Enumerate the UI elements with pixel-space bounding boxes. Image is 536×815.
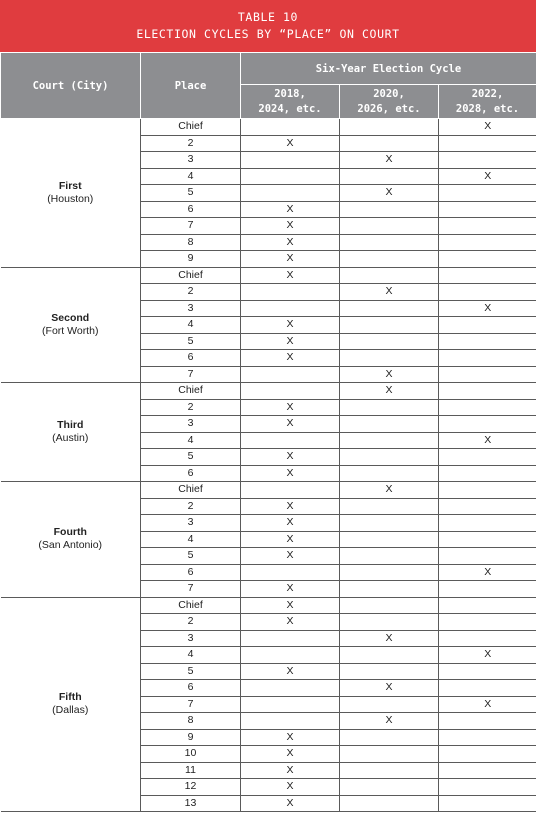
cycle-mark-cell: [439, 746, 536, 763]
cycle-mark-cell: X: [241, 663, 340, 680]
cycle-mark-cell: X: [340, 152, 439, 169]
cycle-mark-cell: [439, 350, 536, 367]
place-cell: Chief: [141, 383, 241, 400]
cycle-mark-cell: [340, 251, 439, 268]
place-cell: 3: [141, 630, 241, 647]
cycle-mark-cell: [340, 498, 439, 515]
cycle-mark-cell: X: [340, 185, 439, 202]
cycle-mark-cell: [439, 515, 536, 532]
court-name: Fifth: [58, 691, 82, 704]
cycle-mark-cell: [340, 218, 439, 235]
cycle-mark-cell: [340, 416, 439, 433]
table-number: TABLE 10: [237, 10, 299, 24]
place-cell: 6: [141, 465, 241, 482]
cycle-mark-cell: X: [241, 614, 340, 631]
table-title-banner: [0, 0, 536, 52]
cycle-mark-cell: X: [241, 449, 340, 466]
place-cell: 5: [141, 185, 241, 202]
cycle-mark-cell: X: [241, 515, 340, 532]
table-row: [1, 482, 536, 499]
cycle-mark-cell: X: [340, 482, 439, 499]
cycle-mark-cell: [439, 449, 536, 466]
cycle-mark-cell: [340, 399, 439, 416]
cycle-mark-cell: [439, 399, 536, 416]
place-cell: 2: [141, 399, 241, 416]
cycle-mark-cell: [241, 284, 340, 301]
place-cell: 6: [141, 680, 241, 697]
place-cell: 7: [141, 696, 241, 713]
cycle-mark-cell: [439, 795, 536, 812]
cycle-mark-cell: [439, 729, 536, 746]
place-column-header: Place: [141, 53, 241, 119]
place-cell: 7: [141, 218, 241, 235]
cycle-mark-cell: [340, 168, 439, 185]
cycle-mark-cell: X: [241, 531, 340, 548]
cycle-mark-cell: X: [241, 399, 340, 416]
cycle-mark-cell: [439, 614, 536, 631]
cycle-mark-cell: [439, 581, 536, 598]
place-cell: 10: [141, 746, 241, 763]
cycle-header-2022: [439, 85, 536, 119]
cycle-header-line: 2026, etc.: [357, 102, 421, 115]
cycle-mark-cell: X: [241, 498, 340, 515]
cycle-mark-cell: [241, 300, 340, 317]
cycle-mark-cell: X: [241, 465, 340, 482]
place-cell: 11: [141, 762, 241, 779]
place-cell: 5: [141, 663, 241, 680]
cycle-mark-cell: [439, 762, 536, 779]
place-cell: 4: [141, 647, 241, 664]
cycle-mark-cell: [340, 548, 439, 565]
cycle-mark-cell: [340, 795, 439, 812]
cycle-mark-cell: X: [241, 795, 340, 812]
place-cell: 7: [141, 366, 241, 383]
cycle-mark-cell: [340, 729, 439, 746]
place-cell: 6: [141, 201, 241, 218]
cycle-mark-cell: [439, 152, 536, 169]
cycle-mark-cell: X: [241, 416, 340, 433]
cycle-mark-cell: [439, 779, 536, 796]
cycle-mark-cell: [340, 432, 439, 449]
cycle-mark-cell: [241, 366, 340, 383]
cycle-mark-cell: X: [340, 366, 439, 383]
cycle-mark-cell: X: [340, 713, 439, 730]
cycle-mark-cell: [340, 135, 439, 152]
cycle-mark-cell: X: [241, 779, 340, 796]
cycle-mark-cell: [439, 366, 536, 383]
cycle-mark-cell: X: [241, 135, 340, 152]
court-cell: [1, 119, 141, 268]
cycle-mark-cell: [439, 465, 536, 482]
court-name: Third: [57, 419, 84, 431]
cycle-mark-cell: X: [241, 762, 340, 779]
cycle-mark-cell: [241, 383, 340, 400]
court-cell: [1, 597, 141, 812]
court-name: First: [58, 179, 82, 192]
cycle-mark-cell: [439, 548, 536, 565]
cycle-mark-cell: X: [340, 383, 439, 400]
place-cell: 3: [141, 300, 241, 317]
place-cell: 3: [141, 515, 241, 532]
cycle-mark-cell: [439, 135, 536, 152]
cycle-mark-cell: [241, 696, 340, 713]
cycle-mark-cell: [241, 168, 340, 185]
court-city: (San Antonio): [38, 539, 103, 552]
cycle-mark-cell: [340, 597, 439, 614]
place-cell: 6: [141, 350, 241, 367]
place-cell: 2: [141, 614, 241, 631]
table-title: ELECTION CYCLES BY “PLACE” ON COURT: [136, 27, 400, 41]
cycle-mark-cell: X: [241, 218, 340, 235]
court-name: Second: [51, 311, 90, 324]
election-cycle-table: [0, 52, 536, 812]
place-cell: 12: [141, 779, 241, 796]
court-city: (Austin): [52, 432, 89, 444]
cycle-mark-cell: [340, 449, 439, 466]
cycle-mark-cell: [439, 663, 536, 680]
place-cell: Chief: [141, 119, 241, 136]
cycle-mark-cell: [241, 630, 340, 647]
court-city: (Dallas): [52, 704, 89, 717]
cycle-mark-cell: X: [241, 251, 340, 268]
cycle-mark-cell: [340, 465, 439, 482]
cycle-mark-cell: [340, 762, 439, 779]
place-cell: Chief: [141, 482, 241, 499]
cycle-mark-cell: [439, 531, 536, 548]
cycle-group-header: Six-Year Election Cycle: [241, 53, 536, 85]
cycle-mark-cell: [340, 350, 439, 367]
cycle-mark-cell: [439, 218, 536, 235]
place-cell: 8: [141, 234, 241, 251]
cycle-mark-cell: X: [340, 284, 439, 301]
cycle-mark-cell: X: [439, 564, 536, 581]
cycle-mark-cell: X: [340, 630, 439, 647]
cycle-mark-cell: X: [439, 300, 536, 317]
place-cell: 4: [141, 432, 241, 449]
cycle-mark-cell: [439, 383, 536, 400]
cycle-mark-cell: [439, 416, 536, 433]
cycle-mark-cell: X: [241, 317, 340, 334]
cycle-mark-cell: [439, 201, 536, 218]
cycle-mark-cell: [340, 663, 439, 680]
place-cell: 5: [141, 449, 241, 466]
cycle-mark-cell: X: [241, 333, 340, 350]
place-cell: 6: [141, 564, 241, 581]
cycle-mark-cell: [340, 201, 439, 218]
cycle-header-line: 2024, etc.: [258, 102, 322, 115]
cycle-mark-cell: X: [241, 729, 340, 746]
cycle-mark-cell: [340, 614, 439, 631]
cycle-mark-cell: X: [241, 267, 340, 284]
cycle-mark-cell: [241, 152, 340, 169]
place-cell: 4: [141, 531, 241, 548]
cycle-mark-cell: X: [241, 581, 340, 598]
cycle-mark-cell: [241, 119, 340, 136]
court-city: (Houston): [47, 192, 94, 205]
place-cell: 5: [141, 333, 241, 350]
court-cell: [1, 482, 141, 598]
cycle-mark-cell: [340, 647, 439, 664]
cycle-mark-cell: [439, 630, 536, 647]
cycle-mark-cell: [340, 267, 439, 284]
cycle-mark-cell: [241, 432, 340, 449]
cycle-mark-cell: [439, 713, 536, 730]
cycle-mark-cell: [241, 185, 340, 202]
cycle-mark-cell: X: [439, 696, 536, 713]
court-cell: [1, 267, 141, 383]
cycle-mark-cell: [340, 779, 439, 796]
cycle-mark-cell: [439, 482, 536, 499]
cycle-mark-cell: [241, 713, 340, 730]
table-row: [1, 119, 536, 136]
cycle-mark-cell: [439, 498, 536, 515]
place-cell: 3: [141, 416, 241, 433]
cycle-header-line: 2022,: [471, 87, 504, 100]
cycle-mark-cell: [340, 515, 439, 532]
table-row: [1, 383, 536, 400]
place-cell: 2: [141, 135, 241, 152]
place-cell: 4: [141, 317, 241, 334]
court-cell: [1, 383, 141, 482]
cycle-mark-cell: X: [439, 119, 536, 136]
cycle-header-line: 2020,: [373, 87, 405, 100]
cycle-mark-cell: [340, 746, 439, 763]
cycle-mark-cell: [340, 531, 439, 548]
cycle-header-line: 2018,: [274, 87, 306, 100]
place-cell: Chief: [141, 267, 241, 284]
cycle-header-2018: [241, 85, 340, 119]
cycle-mark-cell: [439, 597, 536, 614]
cycle-mark-cell: X: [241, 234, 340, 251]
cycle-mark-cell: [439, 333, 536, 350]
cycle-mark-cell: [340, 119, 439, 136]
table-body: [1, 119, 536, 812]
cycle-mark-cell: X: [241, 201, 340, 218]
place-cell: 13: [141, 795, 241, 812]
cycle-mark-cell: [340, 696, 439, 713]
cycle-mark-cell: [241, 482, 340, 499]
cycle-mark-cell: [340, 333, 439, 350]
cycle-mark-cell: [340, 564, 439, 581]
cycle-mark-cell: [439, 680, 536, 697]
cycle-header-2020: [340, 85, 439, 119]
place-cell: 5: [141, 548, 241, 565]
cycle-mark-cell: [439, 317, 536, 334]
cycle-mark-cell: [340, 300, 439, 317]
cycle-mark-cell: X: [439, 168, 536, 185]
cycle-mark-cell: [241, 647, 340, 664]
court-column-header: Court (City): [1, 53, 141, 119]
cycle-mark-cell: X: [241, 597, 340, 614]
place-cell: 9: [141, 729, 241, 746]
cycle-mark-cell: X: [340, 680, 439, 697]
cycle-mark-cell: [241, 680, 340, 697]
cycle-mark-cell: X: [241, 548, 340, 565]
cycle-mark-cell: X: [439, 432, 536, 449]
cycle-mark-cell: [340, 581, 439, 598]
cycle-header-line: 2028, etc.: [455, 102, 520, 115]
place-cell: 2: [141, 498, 241, 515]
place-cell: 2: [141, 284, 241, 301]
cycle-mark-cell: X: [439, 647, 536, 664]
cycle-mark-cell: [439, 234, 536, 251]
cycle-mark-cell: [340, 317, 439, 334]
cycle-mark-cell: [439, 251, 536, 268]
place-cell: 4: [141, 168, 241, 185]
table-row: [1, 267, 536, 284]
cycle-mark-cell: X: [241, 746, 340, 763]
place-cell: 3: [141, 152, 241, 169]
court-city: (Fort Worth): [42, 324, 99, 337]
place-cell: Chief: [141, 597, 241, 614]
place-cell: 7: [141, 581, 241, 598]
cycle-mark-cell: X: [241, 350, 340, 367]
place-cell: 9: [141, 251, 241, 268]
table-row: [1, 597, 536, 614]
cycle-mark-cell: [241, 564, 340, 581]
place-cell: 8: [141, 713, 241, 730]
court-name: Fourth: [53, 526, 87, 539]
cycle-mark-cell: [439, 267, 536, 284]
cycle-mark-cell: [439, 284, 536, 301]
cycle-mark-cell: [439, 185, 536, 202]
cycle-mark-cell: [340, 234, 439, 251]
